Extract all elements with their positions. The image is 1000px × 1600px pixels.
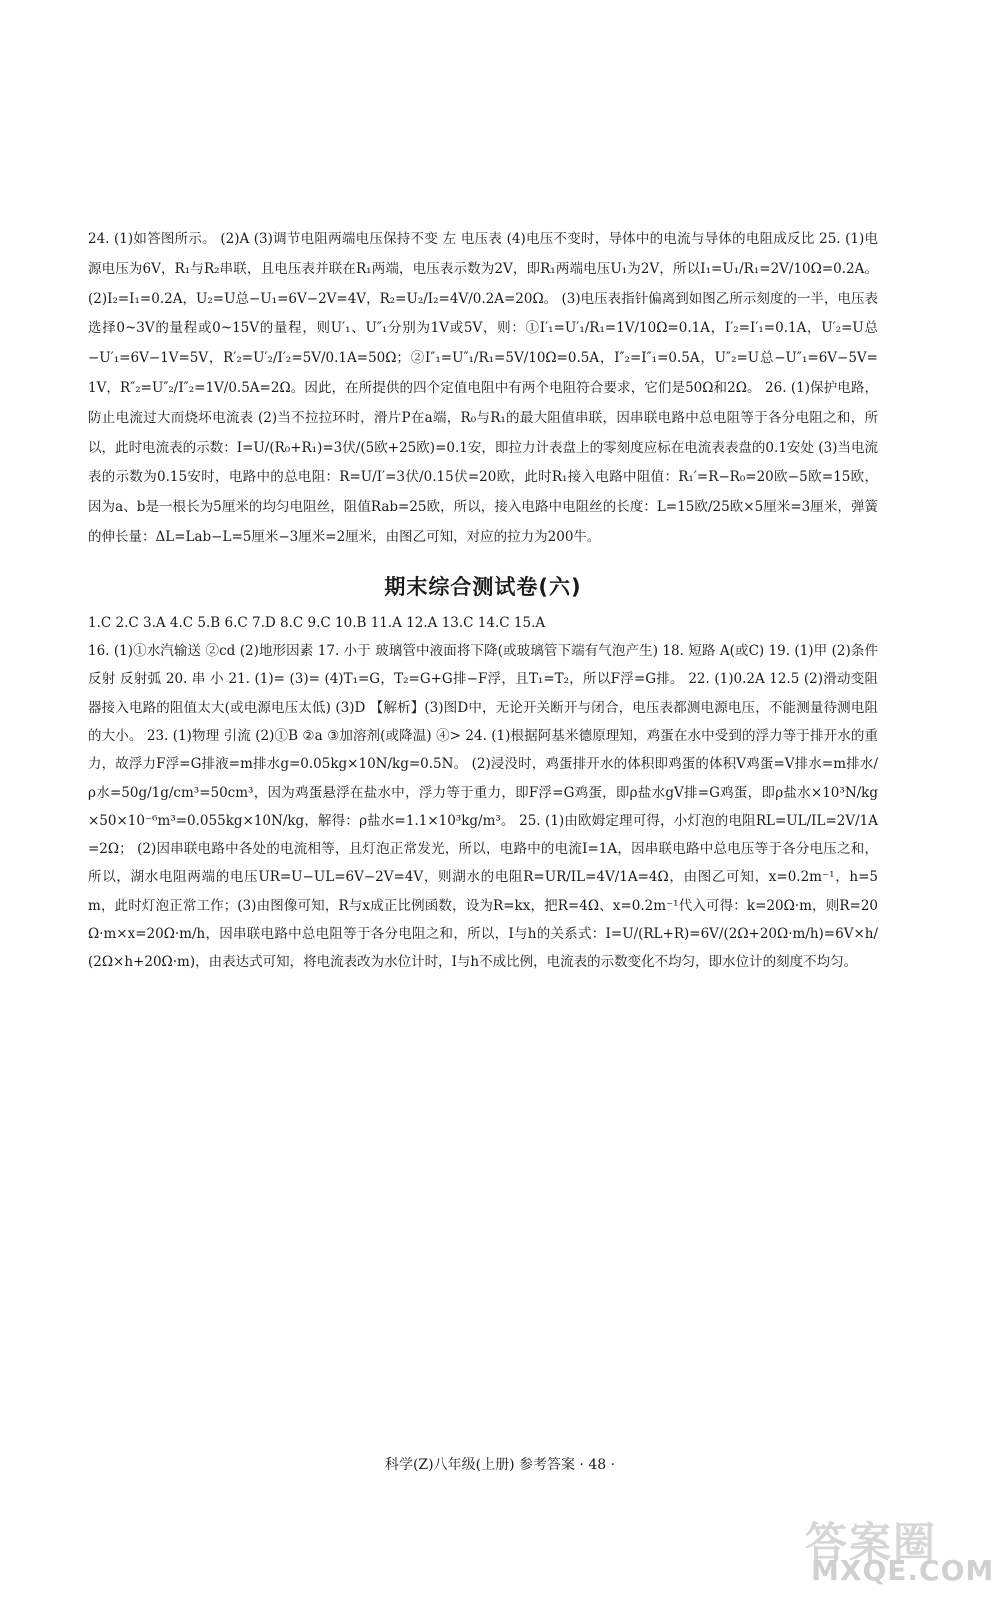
mc-answers: 1.C 2.C 3.A 4.C 5.B 6.C 7.D 8.C 9.C 10.B 11.A 12.A 13.C 14.C 15.A xyxy=(88,614,546,631)
answer-block-1: 24. (1)如答图所示。 (2)A (3)调节电阻两端电压保持不变 左 电压表 (4)电压不变时，导体中的电流与导体的电阻成反比 25. (1)电源电压为6V，R₁与R₂串联，且电压表并联在R₁两端，电压表示数为2V，即R₁两端电压U₁为2V，所以I₁=U₁/R₁=2V/10Ω=0.2A。 (2)I₂=I₁=0.2A，U₂=U总−U₁=6V−2V=4V，R₂=U₂/I₂=4V/0.2A=20Ω。 (3)电压表指针偏离到如图乙所示刻度的一半，电压表选择0~3V的量程或0~15V的量程，则U′₁、U″₁分别为1V或5V，则：①I′₁=U′₁/R₁=1V/10Ω=0.1A，I′₂=I′₁=0.1A，U′₂=U总−U′₁=6V−1V=5V，R′₂=U′₂/I′₂=5V/0.1A=50Ω；②I″₁=U″₁/R₁=5V/10Ω=0.5A，I″₂=I″₁=0.5A，U″₂=U总−U″₁=6V−5V=1V，R″₂=U″₂/I″₂=1V/0.5A=2Ω。因此，在所提供的四个定值电阻中有两个电阻符合要求，它们是50Ω和2Ω。 26. (1)保护电路，防止电流过大而烧坏电流表 (2)当不拉拉环时，滑片P在a端，R₀与R₁的最大阻值串联，因串联电路中总电阻等于各分电阻之和，所以，此时电流表的示数：I=U/(R₀+R₁)=3伏/(5欧+25欧)=0.1安，即拉力计表盘上的零刻度应标在电流表表盘的0.1安处 (3)当电流表的示数为0.15安时，电路中的总电阻：R=U/I′=3伏/0.15伏=20欧，此时R₁接入电路中阻值：R₁′=R−R₀=20欧−5欧=15欧，因为a、b是一根长为5厘米的均匀电阻丝，阻值Rab=25欧，所以，接入电路中电阻丝的长度：L=15欧/25欧×5厘米=3厘米，弹簧的伸长量：ΔL=Lab−L=5厘米−3厘米=2厘米，由图乙可知，对应的拉力为200牛。 xyxy=(88,231,878,545)
watermark-cn: 答案圈 xyxy=(805,1518,938,1567)
answer-page xyxy=(88,225,878,977)
section-title: 期末综合测试卷(六) xyxy=(384,574,582,599)
watermark-en: MXQE.COM xyxy=(811,1554,995,1587)
page-footer: 科学(Z)八年级(上册) 参考答案 · 48 · xyxy=(384,1457,616,1473)
answer-block-2: 16. (1)①水汽输送 ②cd (2)地形因素 17. 小于 玻璃管中液面将下降(或玻璃管下端有气泡产生) 18. 短路 A(或C) 19. (1)甲 (2)条件反射 反射弧 20. 串 小 21. (1)= (3)= (4)T₁=G，T₂=G+G排−F浮，且T₁=T₂，所以F浮=G排。 22. (1)0.2A 12.5 (2)滑动变阻器接入电路的阻值太大(或电源电压太低) (3)D 【解析】(3)图D中，无论开关断开与闭合，电压表都测电源电压，不能测量待测电阻的大小。 23. (1)物理 引流 (2)①B ②a ③加溶剂(或降温) ④> 24. (1)根据阿基米德原理知，鸡蛋在水中受到的浮力等于排开水的重力，故浮力F浮=G排液=m排水g=0.05kg×10N/kg=0.5N。 (2)浸没时，鸡蛋排开水的体积即鸡蛋的体积V鸡蛋=V排水=m排水/ρ水=50g/1g/cm³=50cm³，因为鸡蛋悬浮在盐水中，浮力等于重力，即F浮=G鸡蛋，即ρ盐水gV排=G鸡蛋，即ρ盐水×10³N/kg×50×10⁻⁶m³=0.055kg×10N/kg，解得：ρ盐水=1.1×10³kg/m³。 25. (1)由欧姆定理可得，小灯泡的电阻RL=UL/IL=2V/1A=2Ω； (2)因串联电路中各处的电流相等，且灯泡正常发光，所以，电路中的电流I=1A，因串联电路中总电压等于各分电压之和，所以，湖水电阻两端的电压UR=U−UL=6V−2V=4V，则湖水的电阻R=UR/IL=4V/1A=4Ω，由图乙可知，x=0.2m⁻¹，h=5m，此时灯泡正常工作；(3)由图像可知，R与x成正比例函数，设为R=kx，把R=4Ω、x=0.2m⁻¹代入可得：k=20Ω·m，则R=20Ω·m×x=20Ω·m/h，因串联电路中总电阻等于各分电阻之和，所以，I与h的关系式：I=U/(RL+R)=6V/(2Ω+20Ω·m/h)=6V×h/(2Ω×h+20Ω·m)，由表达式可知，将电流表改为水位计时，I与h不成比例，电流表的示数变化不均匀，即水位计的刻度不均匀。 xyxy=(88,643,878,971)
watermark-logo xyxy=(805,1510,995,1592)
